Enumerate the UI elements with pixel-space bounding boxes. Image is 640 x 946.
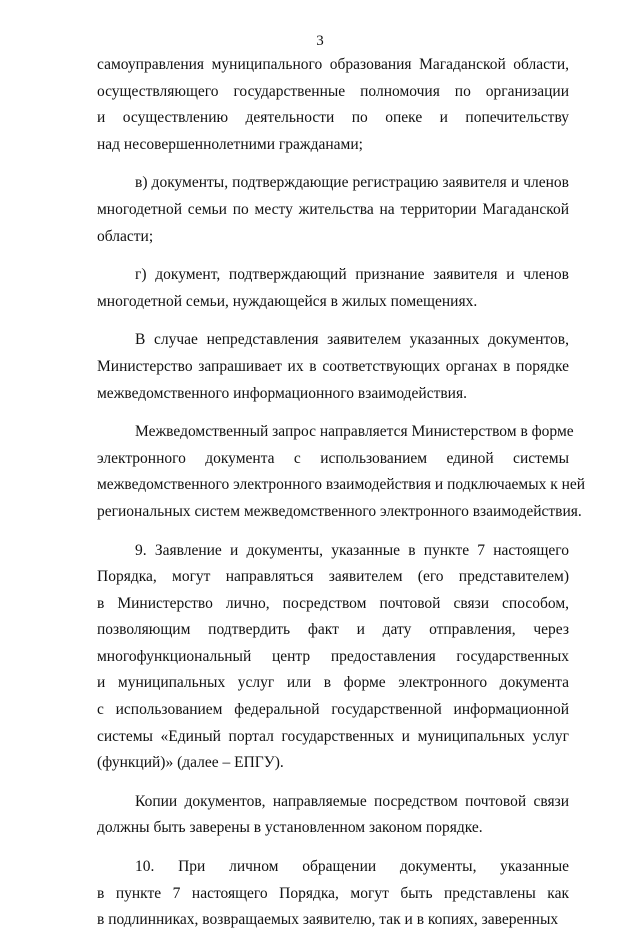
- text-line: должны быть заверены в установленном законом порядке.: [97, 819, 483, 837]
- paragraph: [97, 52, 569, 158]
- text-line: Копии документов, направляемые посредством почтовой связи: [135, 792, 569, 810]
- paragraph: [97, 419, 586, 525]
- text-line: Министерство запрашивает их в соответствующих органах в порядке: [97, 357, 569, 375]
- paragraph: [97, 789, 569, 842]
- document-body: [97, 52, 586, 946]
- paragraph: [97, 170, 569, 250]
- text-line: осуществляющего государственные полномочия по организации: [97, 82, 569, 100]
- paragraph: [97, 854, 569, 934]
- text-line: В случае непредставления заявителем указанных документов,: [135, 331, 569, 349]
- text-line: многофункциональный центр предоставления государственных: [97, 647, 569, 665]
- text-line: с использованием федеральной государственной информационной: [97, 701, 569, 719]
- paragraph: [97, 327, 569, 407]
- text-line: многодетной семьи, нуждающейся в жилых помещениях.: [97, 292, 478, 310]
- text-line: 9. Заявление и документы, указанные в пункте 7 настоящего: [135, 541, 569, 559]
- text-line: (функций)» (далее – ЕПГУ).: [97, 754, 284, 772]
- text-line: региональных систем межведомственного электронного взаимодействия.: [97, 502, 582, 520]
- paragraph: [97, 538, 569, 777]
- paragraph: [97, 262, 569, 315]
- text-line: электронного документа с использованием единой системы: [97, 449, 569, 467]
- text-line: в) документы, подтверждающие регистрацию заявителя и членов: [135, 174, 569, 192]
- text-line: в Министерство лично, посредством почтовой связи способом,: [97, 594, 569, 612]
- text-line: и муниципальных услуг или в форме электронного документа: [97, 674, 569, 692]
- text-line: 10. При личном обращении документы, указанные: [135, 858, 569, 876]
- text-line: самоуправления муниципального образования Магаданской области,: [97, 56, 569, 73]
- text-line: и осуществлению деятельности по опеке и попечительству: [97, 109, 569, 127]
- text-line: г) документ, подтверждающий признание заявителя и членов: [135, 266, 569, 284]
- text-line: Межведомственный запрос направляется Министерством в форме: [135, 423, 574, 441]
- text-line: в пункте 7 настоящего Порядка, могут быть представлены как: [97, 884, 569, 902]
- text-line: многодетной семьи по месту жительства на территории Магаданской: [97, 200, 569, 218]
- text-line: межведомственного электронного взаимодействия и подключаемых к ней: [97, 476, 586, 494]
- page-number: 3: [316, 33, 324, 49]
- text-line: системы «Единый портал государственных и муниципальных услуг: [97, 727, 569, 745]
- text-line: в подлинниках, возвращаемых заявителю, так и в копиях, заверенных: [97, 911, 559, 929]
- text-line: над несовершеннолетними гражданами;: [97, 135, 363, 153]
- text-line: межведомственного информационного взаимодействия.: [97, 384, 467, 402]
- text-line: позволяющим подтвердить факт и дату отправления, через: [97, 621, 569, 639]
- text-line: области;: [97, 227, 154, 245]
- text-line: Порядка, могут направляться заявителем (его представителем): [97, 568, 569, 586]
